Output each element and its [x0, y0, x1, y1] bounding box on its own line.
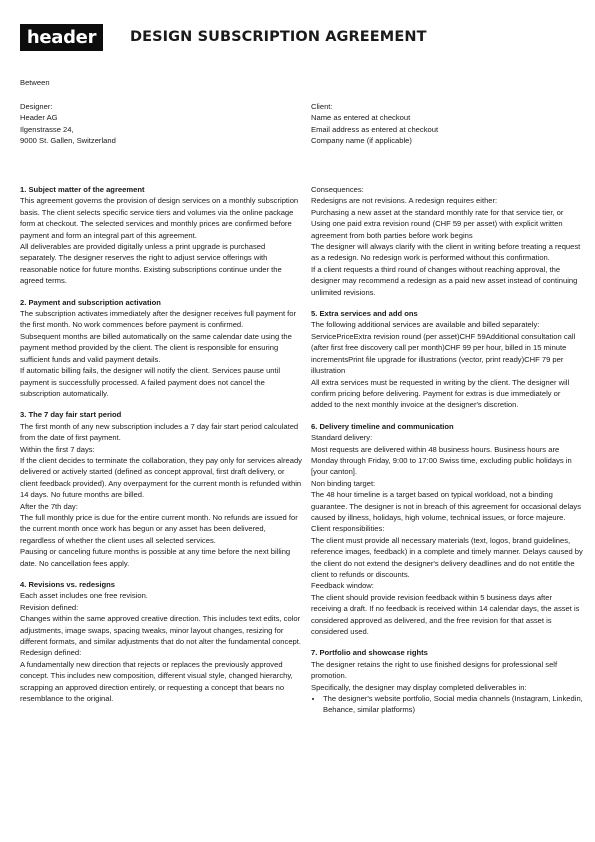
section-paragraph: If the client decides to terminate the collaboration, they pay only for services already delivered or actively started (defined as concept approval, first draft delivery, or client feedback provided). Any overpayment for the current month is refunded within 14 days. No future months are billed. — [20, 455, 302, 500]
section-paragraph: All deliverables are provided digitally unless a print upgrade is purchased separately. The designer reserves the right to adjust service offerings with reasonable notice for future months. Existing subscriptions continue under the agreed terms. — [20, 242, 282, 286]
right-column — [311, 184, 583, 726]
section — [20, 184, 303, 287]
section-heading: 2. Payment and subscription activation — [20, 297, 161, 307]
client-line: Name as entered at checkout — [311, 113, 411, 123]
section-paragraph: Non binding target: — [311, 478, 376, 488]
section-paragraph: Each asset includes one free revision. — [20, 591, 148, 601]
section-paragraph: Purchasing a new asset at the standard monthly rate for that service tier, or — [311, 207, 564, 217]
section — [311, 308, 583, 411]
section-paragraph: The client should provide revision feedback within 5 business days after receiving a draft. If no feedback is received within 14 calendar days, the asset is considered approved as delivered, and the free revision for that asset is considered used. — [311, 592, 580, 637]
section — [311, 421, 583, 638]
section-paragraph: Within the first 7 days: — [20, 444, 95, 454]
section-paragraph: Feedback window: — [311, 581, 374, 591]
section-paragraph: This agreement governs the provision of design services on a monthly subscription basis. The client selects specific service tiers and volumes via the online package form at checkout. The selected services and monthly prices are confirmed before payment and form an integral part of this agreement. — [20, 196, 299, 240]
section-paragraph: Changes within the same approved creative direction. This includes text edits, color adjustments, image swaps, spacing tweaks, minor layout changes, resizing for different formats, and similar adjustments that do not alter the fundamental concept. — [20, 614, 301, 647]
between-label: Between — [20, 78, 50, 87]
section-heading: 1. Subject matter of the agreement — [20, 185, 145, 194]
section-paragraph: ServicePriceExtra revision round (per asset)CHF 59Additional consultation call (after first free discovery call per month)CHF 99 per hour, billed in 15 minute incrementsPrint file upgrade for illustrations (vector, print ready)CHF 79 per illustration — [311, 331, 576, 376]
section — [20, 297, 303, 400]
section-heading: 5. Extra services and add ons — [311, 309, 418, 319]
section-paragraph: After the 7th day: — [20, 501, 78, 511]
section-paragraph: Client responsibilities: — [311, 524, 385, 534]
section-paragraph: Subsequent months are billed automatically on the same calendar date using the payment method provided by the client. The client is responsible for ensuring sufficient funds and valid payment details. — [20, 331, 292, 364]
section-paragraph: A fundamentally new direction that rejects or replaces the previously approved concept. This includes new composition, different visual style, changed hierarchy, scrapping an approved direction entirely, or requesting a concept that bears no resemblance to the original. — [20, 659, 293, 704]
section-heading: 7. Portfolio and showcase rights — [311, 648, 428, 658]
designer-line: Header AG — [20, 113, 58, 123]
section-paragraph: Using one paid extra revision round (CHF 59 per asset) with explicit written agreement from both parties before work begins — [311, 219, 563, 240]
section-paragraph: The first month of any new subscription includes a 7 day fair start period calculated from the date of first payment. — [20, 421, 299, 443]
section-paragraph: Most requests are delivered within 48 business hours. Business hours are Monday through Friday, 9:00 to 17:00 Swiss time, excluding public holidays in [your canton]. — [311, 444, 572, 477]
section — [311, 184, 583, 298]
section-paragraph: If a client requests a third round of changes without reaching approval, the designer may recommend a redesign as a paid new asset instead of continuing unlimited revisions. — [311, 264, 578, 297]
section-heading: 4. Revisions vs. redesigns — [20, 580, 115, 589]
bullet-list — [311, 693, 583, 716]
section-paragraph: Specifically, the designer may display completed deliverables in: — [311, 682, 527, 692]
designer-line: 9000 St. Gallen, Switzerland — [20, 136, 116, 146]
section-paragraph: The full monthly price is due for the entire current month. No refunds are issued for the current month once work has begun or any asset has been delivered, regardless of whether the client uses all selected services. — [20, 512, 298, 545]
designer-block — [20, 101, 116, 147]
section-paragraph: Revision defined: — [20, 602, 79, 612]
section-paragraph: Pausing or canceling future months is possible at any time before the next billing date. No cancellation fees apply. — [20, 547, 291, 568]
section — [311, 647, 583, 715]
designer-line: Ilgenstrasse 24, — [20, 124, 74, 134]
section-paragraph: All extra services must be requested in writing by the client. The designer will confirm pricing before delivering. Payment for extras is due immediately or added to the next monthly invoice at the designer's discretion. — [311, 377, 570, 410]
section-paragraph: Redesigns are not revisions. A redesign requires either: — [311, 196, 498, 206]
section-paragraph: The following additional services are available and billed separately: — [311, 320, 540, 330]
header-logo: header — [20, 24, 103, 51]
left-column — [20, 184, 303, 714]
section-heading: 6. Delivery timeline and communication — [311, 421, 454, 431]
section — [20, 409, 303, 569]
client-line: Email address as entered at checkout — [311, 124, 439, 134]
section-paragraph: The subscription activates immediately after the designer receives full payment for the first month. No work commences before payment is confirmed. — [20, 309, 297, 330]
bullet-item: • The designer's website portfolio, Social media channels (Instagram, Linkedin, Behance, similar platforms) — [323, 693, 583, 716]
client-block — [311, 101, 438, 147]
section-paragraph: Standard delivery: — [311, 433, 373, 443]
client-label: Client: — [311, 102, 333, 111]
section-paragraph: The designer will always clarify with the client in writing before treating a request as a redesign. No redesign work is performed without this confirmation. — [311, 242, 581, 263]
section-paragraph: Redesign defined: — [20, 648, 82, 658]
section-paragraph: The designer retains the right to use finished designs for professional self promotion. — [311, 659, 558, 681]
section — [20, 579, 303, 704]
designer-label: Designer: — [20, 102, 53, 111]
section-paragraph: Consequences: — [311, 185, 364, 194]
section-paragraph: The client must provide all necessary materials (text, logos, brand guidelines, reference images, feedback) in a complete and timely manner. Delays caused by the client do not extend the designer's delivery deadlines and do not entitle the client to refunds or discounts. — [311, 535, 583, 579]
section-paragraph: If automatic billing fails, the designer will notify the client. Services pause until payment is successfully processed. A failed payment does not cancel the subscription automatically. — [20, 366, 281, 398]
section-paragraph: The 48 hour timeline is a target based on typical workload, not a binding guarantee. The designer is not in breach of this agreement for occasional delays caused by illness, holidays, high volume, technical issues, or force majeure. — [311, 490, 582, 522]
client-line: Company name (if applicable) — [311, 136, 412, 146]
document-title: DESIGN SUBSCRIPTION AGREEMENT — [130, 29, 427, 45]
section-heading: 3. The 7 day fair start period — [20, 410, 122, 420]
